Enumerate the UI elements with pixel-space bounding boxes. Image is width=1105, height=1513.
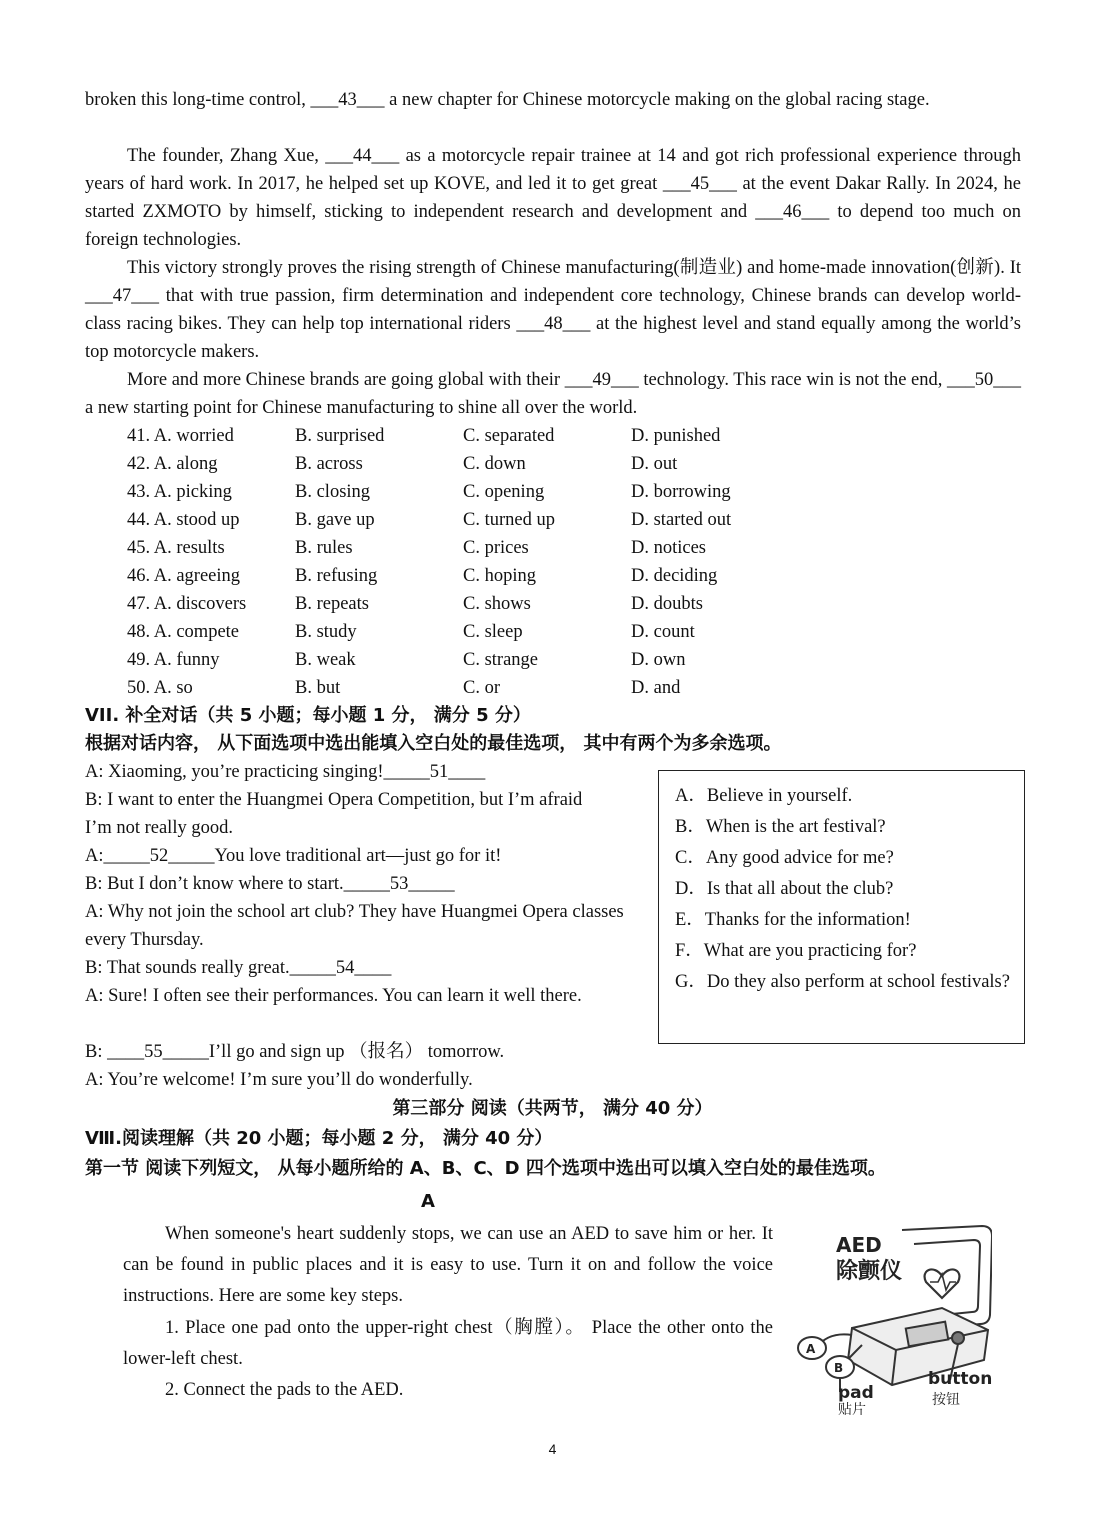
page-number: 4 xyxy=(548,1441,557,1457)
section-vii-title: VII. 补全对话（共 5 小题；每小题 1 分， 满分 5 分） xyxy=(85,705,531,726)
dialogue-option-a: A．Believe in yourself. xyxy=(675,786,853,806)
dialogue-option-e: E．Thanks for the information! xyxy=(675,910,911,930)
button-label-cn: 按钮 xyxy=(932,1392,960,1408)
option-47-c: C. shows xyxy=(463,594,531,614)
option-41-c: C. separated xyxy=(463,426,555,446)
option-row-44 xyxy=(127,506,827,534)
option-44-b: B. gave up xyxy=(295,510,375,530)
reading-a-step-2: 2. Connect the pads to the AED. xyxy=(165,1380,404,1400)
option-row-42 xyxy=(127,450,827,478)
dialogue-line-5: A: Why not join the school art club? They have Huangmei Opera classes every Thursday. xyxy=(85,902,624,950)
dialogue-line-9: A: You’re welcome! I’m sure you’ll do wonderfully. xyxy=(85,1070,473,1090)
option-50-b: B. but xyxy=(295,678,341,698)
option-50-c: C. or xyxy=(463,678,500,698)
option-50-a: 50. A. so xyxy=(127,678,193,698)
section-vii-instruction: 根据对话内容， 从下面选项中选出能填入空白处的最佳选项， 其中有两个为多余选项。 xyxy=(85,733,782,754)
aed-button-dot xyxy=(952,1332,964,1344)
dialogue-line-8: B: ____55_____I’ll go and sign up （报名） tomorrow. xyxy=(85,1042,505,1062)
part-three-title: 第三部分 阅读（共两节， 满分 40 分） xyxy=(392,1098,713,1119)
option-row-46 xyxy=(127,562,827,590)
option-41-a: 41. A. worried xyxy=(127,426,234,446)
pad-label-en: pad xyxy=(838,1383,874,1403)
option-row-41 xyxy=(127,422,827,450)
option-46-a: 46. A. agreeing xyxy=(127,566,241,586)
dialogue-options-box xyxy=(658,770,1025,1044)
option-42-d: D. out xyxy=(631,454,678,474)
pad-b-label: B xyxy=(834,1361,844,1375)
option-41-b: B. surprised xyxy=(295,426,385,446)
aed-title-cn: 除颤仪 xyxy=(836,1259,903,1284)
option-41-d: D. punished xyxy=(631,426,721,446)
dialogue-line-6: B: That sounds really great._____54____ xyxy=(85,958,392,978)
option-48-b: B. study xyxy=(295,622,357,642)
option-48-d: D. count xyxy=(631,622,695,642)
dialogue-line-2: B: I want to enter the Huangmei Opera Competition, but I’m afraid I’m not really good. xyxy=(85,790,583,838)
option-47-d: D. doubts xyxy=(631,594,703,614)
option-49-b: B. weak xyxy=(295,650,356,670)
option-row-50 xyxy=(127,674,827,702)
cloze-paragraph-2: The founder, Zhang Xue, ___44___ as a motorcycle repair trainee at 14 and got rich professional experience through years of hard work. In 2017, he helped set up KOVE, and led it to get great ___45___ at the event Dakar Rally. In 2024, he started ZXMOTO by himself, sticking to independent research and development and ___46___ to depend too much on foreign technologies. xyxy=(85,146,1021,250)
option-43-d: D. borrowing xyxy=(631,482,731,502)
option-46-d: D. deciding xyxy=(631,566,718,586)
option-43-b: B. closing xyxy=(295,482,371,502)
option-46-b: B. refusing xyxy=(295,566,378,586)
option-45-c: C. prices xyxy=(463,538,529,558)
option-45-b: B. rules xyxy=(295,538,353,558)
button-label-en: button xyxy=(928,1369,992,1389)
option-48-c: C. sleep xyxy=(463,622,523,642)
option-45-d: D. notices xyxy=(631,538,707,558)
option-row-48 xyxy=(127,618,827,646)
option-43-a: 43. A. picking xyxy=(127,482,232,502)
aed-title-en: AED xyxy=(836,1233,882,1257)
option-47-b: B. repeats xyxy=(295,594,369,614)
reading-a-paragraph-1: When someone's heart suddenly stops, we can use an AED to save him or her. It can be found in public places and it is easy to use. Turn it on and follow the voice instructions. Here are some key steps. xyxy=(123,1224,773,1306)
option-44-d: D. started out xyxy=(631,510,732,530)
option-row-45 xyxy=(127,534,827,562)
dialogue-option-f: F．What are you practicing for? xyxy=(675,941,917,961)
option-row-49 xyxy=(127,646,827,674)
pad-a-label: A xyxy=(806,1342,816,1356)
dialogue-option-b: B．When is the art festival? xyxy=(675,817,886,837)
pad-label-cn: 贴片 xyxy=(838,1402,866,1415)
option-50-d: D. and xyxy=(631,678,681,698)
option-43-c: C. opening xyxy=(463,482,545,502)
option-45-a: 45. A. results xyxy=(127,538,225,558)
option-47-a: 47. A. discovers xyxy=(127,594,247,614)
option-row-47 xyxy=(127,590,827,618)
option-49-a: 49. A. funny xyxy=(127,650,220,670)
cloze-paragraph-1: broken this long-time control, ___43___ a new chapter for Chinese motorcycle making on the global racing stage. xyxy=(85,90,930,110)
dialogue-line-4: B: But I don’t know where to start._____53_____ xyxy=(85,874,455,894)
dialogue-line-3: A:_____52_____You love traditional art—just go for it! xyxy=(85,846,502,866)
section-viii-title: Ⅷ.阅读理解（共 20 小题；每小题 2 分， 满分 40 分） xyxy=(85,1128,553,1149)
option-42-c: C. down xyxy=(463,454,526,474)
reading-a-step-1: 1. Place one pad onto the upper-right chest（胸膛）。 Place the other onto the lower-left chest. xyxy=(123,1318,773,1369)
option-row-43 xyxy=(127,478,827,506)
option-42-a: 42. A. along xyxy=(127,454,218,474)
passage-letter: A xyxy=(421,1191,435,1212)
option-46-c: C. hoping xyxy=(463,566,536,586)
dialogue-option-d: D．Is that all about the club? xyxy=(675,879,894,899)
aed-illustration xyxy=(792,1220,992,1415)
option-44-c: C. turned up xyxy=(463,510,555,530)
cloze-paragraph-3: This victory strongly proves the rising strength of Chinese manufacturing(制造业) and home-made innovation(创新). It ___47___ that with true passion, firm determination and independent core technology, Chinese brands can develop world-class racing bikes. They can help top international riders ___48___ at the highest level and stand equally among the world’s top motorcycle makers. xyxy=(85,258,1021,362)
option-44-a: 44. A. stood up xyxy=(127,510,240,530)
dialogue-line-1: A: Xiaoming, you’re practicing singing!_____51____ xyxy=(85,762,486,782)
dialogue-option-g: G．Do they also perform at school festivals? xyxy=(675,972,1010,992)
option-49-c: C. strange xyxy=(463,650,539,670)
dialogue-option-c: C．Any good advice for me? xyxy=(675,848,894,868)
section-viii-instruction: 第一节 阅读下列短文， 从每小题所给的 A、B、C、D 四个选项中选出可以填入空白处的最佳选项。 xyxy=(85,1158,886,1179)
option-49-d: D. own xyxy=(631,650,686,670)
option-42-b: B. across xyxy=(295,454,363,474)
cloze-paragraph-4: More and more Chinese brands are going global with their ___49___ technology. This race win is not the end, ___50___ a new starting point for Chinese manufacturing to shine all over the world. xyxy=(85,370,1021,418)
option-48-a: 48. A. compete xyxy=(127,622,240,642)
dialogue-line-7: A: Sure! I often see their performances. You can learn it well there. xyxy=(85,986,582,1006)
